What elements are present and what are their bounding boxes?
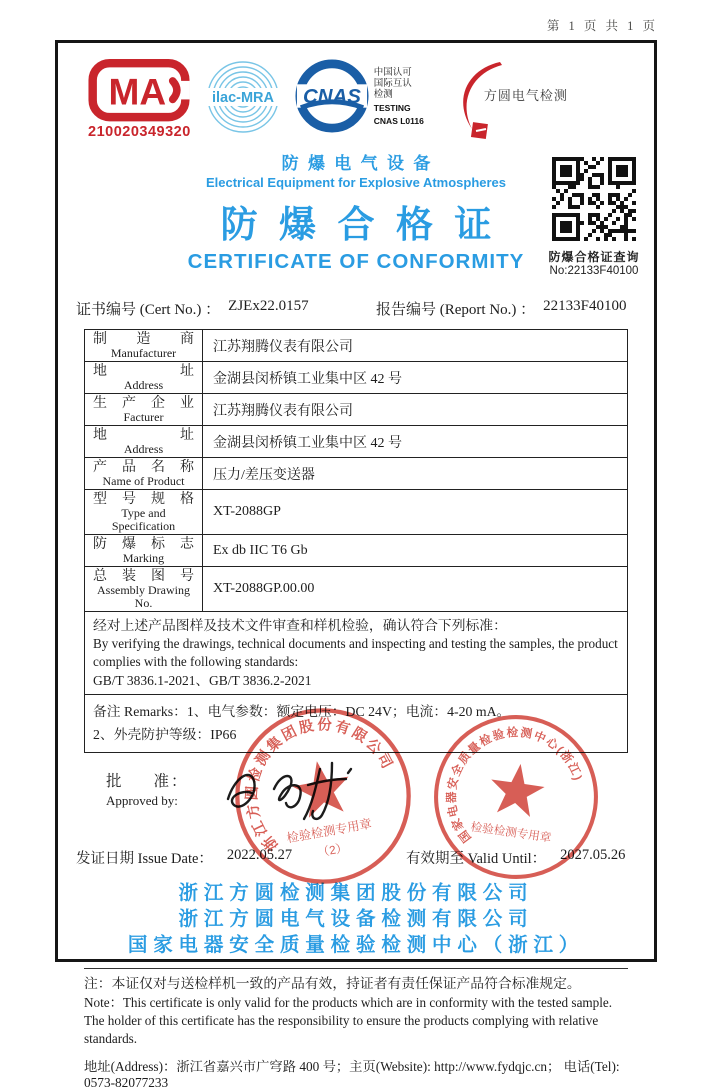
en-subtitle: Electrical Equipment for Explosive Atmospheres [205, 175, 507, 190]
svg-text:ilac-MRA: ilac-MRA [211, 90, 274, 106]
svg-text:浙江方圆检测集团股份有限公司: 浙江方圆检测集团股份有限公司 [244, 717, 396, 854]
standards-statement [85, 612, 627, 695]
svg-text:MA: MA [108, 70, 167, 113]
approved-by-en: Approved by: [106, 793, 178, 808]
table-row-address1 [85, 362, 627, 394]
report-no-value: 22133F40100 [543, 298, 627, 314]
row-label-en: Type and Specification [111, 506, 176, 533]
statement-cn: 经对上述产品图样及技术文件审查和样机检验，确认符合下列标准： [93, 618, 507, 633]
row-label-cn: 型号规格 [93, 492, 194, 507]
svg-text:检验检测专用章: 检验检测专用章 [469, 820, 553, 845]
issuer-line-2: 浙江方圆电气设备检测有限公司 [178, 908, 534, 930]
row-label-cn: 防爆标志 [93, 537, 194, 552]
table-row-assembly-drawing [85, 567, 627, 612]
cn-subtitle: 防爆电气设备 [281, 154, 440, 173]
row-label-en: Address [123, 442, 164, 456]
page-number: 第 1 页 共 1 页 [546, 19, 658, 33]
row-value: XT-2088GP [213, 504, 281, 519]
table-row-address2 [85, 426, 627, 458]
statement-en: By verifying the drawings, technical documents and inspecting and testing the samples, the product complies with the following standards: [93, 636, 618, 669]
note-en: Note：This certificate is only valid for the products which are in conformity with the tested sample. The holder of this certificate has the responsibility to ensure the products complying with relative standards. [84, 995, 613, 1046]
table-row-type-spec [85, 490, 627, 535]
issuer-names [84, 880, 628, 958]
statement-standards: GB/T 3836.1-2021、GB/T 3836.2-2021 [93, 673, 312, 688]
row-value: 江苏翔腾仪表有限公司 [213, 339, 353, 355]
remarks-line2: 2、外壳防护等级：IP66 [93, 727, 237, 742]
cn-main-title: 防爆合格证 [220, 204, 513, 245]
product-info-table [84, 329, 628, 753]
report-no-label: 报告编号 (Report No.) ： [376, 302, 536, 318]
row-label-en: Marking [122, 551, 165, 565]
row-value: Ex db IIC T6 Gb [213, 542, 308, 558]
cert-number-row [76, 298, 628, 319]
logos-row [84, 59, 628, 147]
valid-until-value: 2027.05.26 [560, 847, 626, 863]
table-row-marking [85, 535, 627, 567]
company-stamp-right [419, 700, 613, 894]
company-stamp-left [218, 691, 429, 902]
qr-code-icon [552, 157, 636, 241]
row-label-en: Assembly Drawing No. [97, 583, 190, 610]
svg-text:检验检测专用章: 检验检测专用章 [285, 816, 373, 846]
row-value: 压力/差压变送器 [213, 467, 315, 483]
cma-number: 210020349320 [88, 124, 191, 140]
en-main-title: CERTIFICATE OF CONFORMITY [187, 250, 525, 273]
remarks-line1: 备注 Remarks：1、电气参数：额定电压：DC 24V；电流：4-20 mA。 [93, 704, 511, 719]
cert-no-value: ZJEx22.0157 [228, 298, 309, 314]
certificate-frame [55, 40, 657, 1090]
row-label-cn: 地址 [93, 364, 194, 379]
svg-text:（2）: （2） [316, 841, 349, 860]
row-label-cn: 生产企业 [93, 396, 194, 411]
row-label-cn: 总装图号 [93, 569, 194, 584]
qr-number: No:22133F40100 [549, 265, 639, 277]
svg-text:CNAS: CNAS [302, 84, 361, 108]
ilac-mra-icon [205, 59, 281, 135]
qr-block [542, 157, 646, 277]
cma-logo [88, 59, 191, 140]
cnas-logo [295, 59, 424, 133]
row-label-en: Name of Product [102, 474, 185, 488]
note-section [84, 968, 628, 1048]
fangyuan-logo [446, 59, 568, 145]
table-row-product-name [85, 458, 627, 490]
fangyuan-label: 方圆电气检测 [483, 88, 568, 103]
cnas-side-text: 中国认可 国际互认 检测 TESTING CNAS L0116 [373, 66, 424, 126]
issuer-line-3: 国家电器安全质量检验检测中心（浙江） [127, 934, 585, 956]
cma-mark-icon [88, 59, 190, 123]
row-label-en: Facturer [123, 410, 164, 424]
row-label-cn: 地址 [93, 428, 194, 443]
row-value: 金湖县闵桥镇工业集中区 42 号 [213, 435, 402, 451]
issue-date-label: 发证日期 Issue Date： [76, 851, 213, 867]
note-cn: 注：本证仅对与送检样机一致的产品有效，持证者有责任保证产品符合标准规定。 [84, 976, 581, 991]
table-row-facturer [85, 394, 627, 426]
row-label-en: Address [123, 378, 164, 392]
approved-by-cn: 批 准： [106, 773, 189, 790]
qr-caption: 防爆合格证查询 [548, 250, 640, 264]
valid-until-label: 有效期至 Valid Until： [406, 851, 547, 867]
row-label-cn: 制造商 [93, 332, 194, 347]
svg-text:国家电器安全质量检验检测中心(浙江): 国家电器安全质量检验检测中心(浙江) [445, 726, 585, 845]
row-value: 金湖县闵桥镇工业集中区 42 号 [213, 371, 402, 387]
cert-no-label: 证书编号 (Cert No.) ： [76, 302, 221, 318]
row-label-en: Manufacturer [110, 346, 177, 360]
cnas-mark-icon [295, 59, 369, 133]
row-value: 江苏翔腾仪表有限公司 [213, 403, 353, 419]
issue-date-value: 2022.05.27 [226, 847, 293, 863]
issuer-line-1: 浙江方圆检测集团股份有限公司 [178, 882, 534, 904]
row-value: XT-2088GP.00.00 [213, 581, 315, 596]
table-row-manufacturer [85, 330, 627, 362]
row-label-cn: 产品名称 [93, 460, 194, 475]
footer-address: 地址(Address)：浙江省嘉兴市广穹路 400 号；主页(Website): http://www.fydqjc.cn； 电话(Tel): 0573-82077233 [84, 1059, 620, 1090]
